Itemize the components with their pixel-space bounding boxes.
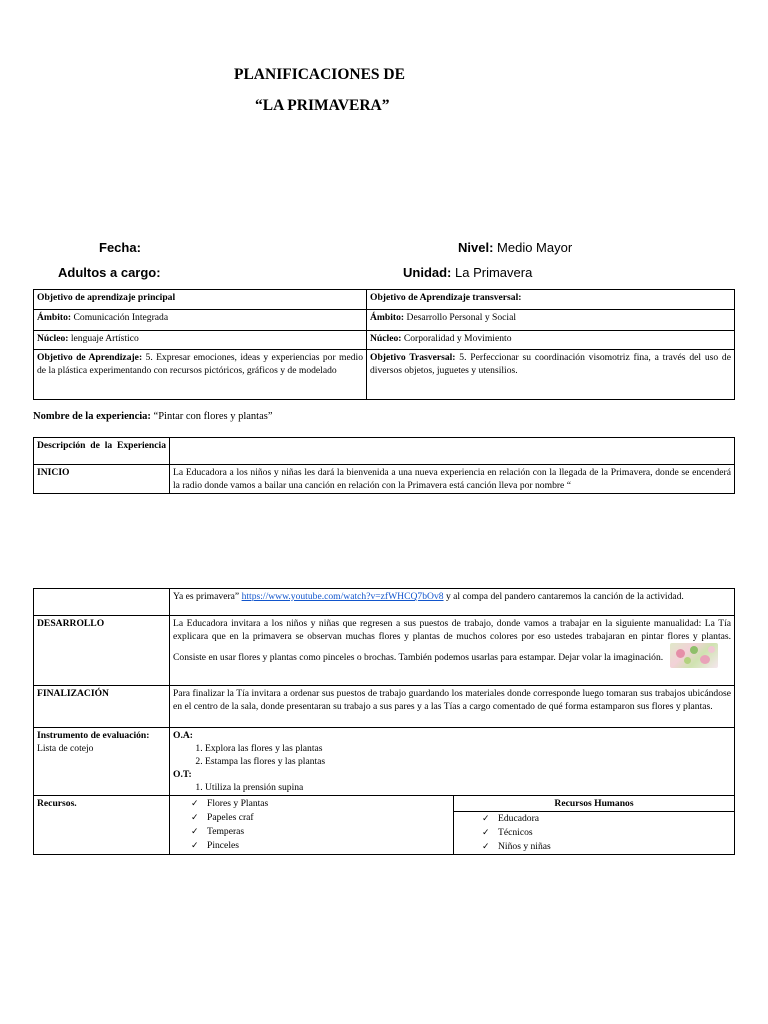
recursos-list [173,797,450,853]
list-item: ✓ Técnicos [482,826,734,840]
recursos-cell [170,796,454,855]
ambito-principal-cell: Ámbito: Comunicación Integrada [34,310,367,331]
nucleo-transversal-cell: Núcleo: Corporalidad y Movimiento [367,331,735,350]
experience-value: “Pintar con flores y plantas” [153,411,273,422]
finalizacion-text: Para finalizar la Tía invitara a ordenar sus puestos de trabajo guardando los materiales donde corresponde luego tomaran sus trabajos ubicándose en el centro de la sala, donde presentaran su trabajo a sus pares y a las Tías a cargo comentado de qué forma estamparon sus flores y plantas. [170,686,735,728]
desarrollo-text: La Educadora invitara a los niños y niñas que regresen a sus puestos de trabajo, donde vamos a trabajar en la siguiente manualidad: La Tía explicara que en la primavera se observan muchas flores y plantas de muchos colores por eso ustedes trabajaran en pintar flores y plantas. Consiste en usar flores y plantas como pinceles o brochas. También podemos usarlas para estampar. Dejar volar la imaginación. [173,618,732,663]
flowers-image [670,643,718,668]
objectives-table [33,289,735,400]
list-item: ✓ Pinceles [191,839,450,853]
instrumento-label: Instrumento de evaluación: [37,730,150,741]
title-line-1: PLANIFICACIONES DE [234,66,405,83]
list-item: ✓ Temperas [191,825,450,839]
recursos-label: Recursos. [34,796,170,855]
experience-table-1 [33,437,735,494]
nivel-value: Medio Mayor [497,240,573,255]
list-item: ✓ Educadora [482,812,734,826]
oa-eval-label: O.A: [173,730,193,741]
experience-label: Nombre de la experiencia: [33,411,151,422]
descripcion-empty [170,438,735,465]
ot-eval-label: O.T: [173,769,192,780]
transversal-header: Objetivo de Aprendizaje transversal: [367,290,735,310]
list-item: 1. Utiliza la prensión supina [205,781,731,794]
oa-principal-cell: Objetivo de Aprendizaje: 5. Expresar emociones, ideas y experiencias por medio de la plástica experimentando con recursos pictóricos, gráficos y de modelado [34,350,367,400]
adultos-label: Adultos a cargo: [58,265,161,280]
experience-name [33,411,273,422]
finalizacion-label: FINALIZACIÓN [34,686,170,728]
continuation-empty [34,589,170,616]
nucleo-principal-cell: Núcleo: lenguaje Artístico [34,331,367,350]
nivel-field [458,240,572,255]
title-line-2: “LA PRIMAVERA” [255,97,390,114]
list-item: ✓ Flores y Plantas [191,797,450,811]
fecha-label: Fecha: [99,240,141,255]
instrumento-value: Lista de cotejo [37,743,94,754]
principal-header: Objetivo de aprendizaje principal [34,290,367,310]
list-item: ✓ Niños y niñas [482,840,734,854]
nivel-label: Nivel: [458,240,494,255]
evaluation-cell [170,728,735,796]
experience-table-2 [33,588,735,855]
unidad-label: Unidad: [403,265,452,280]
ot-transversal-cell: Objetivo Trasversal: 5. Perfeccionar su coordinación visomotriz fina, a través del uso de diversos objetos, juguetes y utensilios. [367,350,735,400]
inicio-label: INICIO [34,465,170,494]
descripcion-label: Descripción de la Experiencia [34,438,170,465]
unidad-value: La Primavera [455,265,533,280]
humanos-list [454,812,734,854]
list-item: 2. Estampa las flores y las plantas [205,755,731,768]
ot-eval-list [173,781,731,794]
desarrollo-cell [170,616,735,686]
list-item: 1. Explora las flores y las plantas [205,742,731,755]
list-item: ✓ Papeles craf [191,811,450,825]
desarrollo-label: DESARROLLO [34,616,170,686]
youtube-link[interactable]: https://www.youtube.com/watch?v=zfWHCQ7bOv8 [241,591,444,602]
humanos-cell [454,796,735,855]
instrumento-cell [34,728,170,796]
oa-eval-list [173,742,731,768]
inicio-continuation: Ya es primavera” https://www.youtube.com/watch?v=zfWHCQ7bOv8 y al compa del pandero cantaremos la canción de la actividad. [170,589,735,616]
humanos-header: Recursos Humanos [454,796,734,812]
ambito-transversal-cell: Ámbito: Desarrollo Personal y Social [367,310,735,331]
inicio-text: La Educadora a los niños y niñas les dará la bienvenida a una nueva experiencia en relación con la llegada de la Primavera, donde se encenderá la radio donde vamos a bailar una canción en relación con la Primavera está canción lleva por nombre “ [170,465,735,494]
unidad-field [403,265,532,280]
